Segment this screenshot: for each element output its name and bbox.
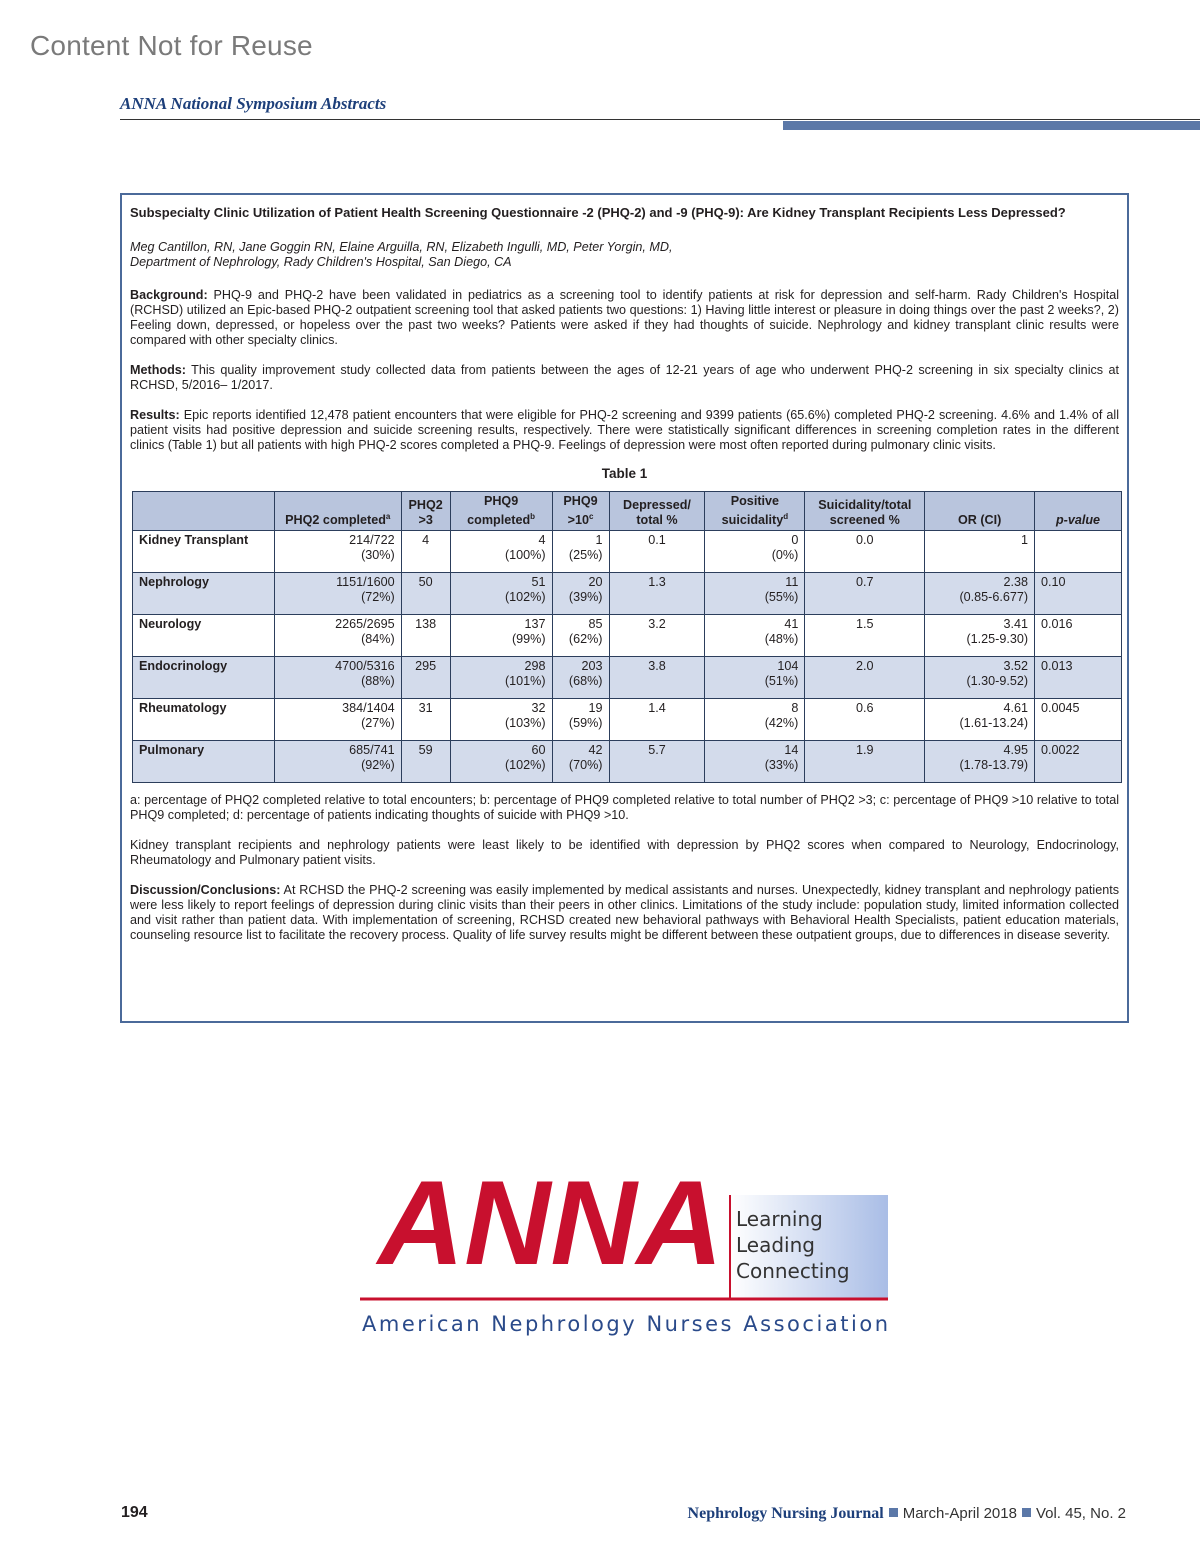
cell-value: 0.10 — [1041, 575, 1066, 590]
cell-value: 298 — [524, 659, 546, 674]
cell-value: (102%) — [504, 590, 546, 605]
cell-value: 1.4 — [648, 701, 666, 716]
cell-value: 1 — [595, 533, 603, 548]
cell-value: (102%) — [504, 758, 546, 773]
cell-value: (33%) — [764, 758, 799, 773]
cell-value: (1.61-13.24) — [959, 716, 1029, 731]
table-cell — [805, 615, 925, 657]
author-block — [130, 240, 1119, 270]
cell-value: 11 — [785, 575, 799, 590]
footnote-marker: a — [385, 512, 391, 521]
table-cell — [450, 699, 552, 741]
table-cell — [450, 657, 552, 699]
tagline-connecting: Connecting — [736, 1259, 850, 1283]
cell-value: (84%) — [361, 632, 395, 647]
table-cell — [705, 699, 805, 741]
table-cell — [401, 657, 450, 699]
row-label — [133, 699, 275, 741]
cell-value: (68%) — [568, 674, 603, 689]
column-header-text: PHQ2 >3 — [408, 498, 443, 528]
cell-value: 59 — [418, 743, 433, 758]
cell-value: 1.9 — [856, 743, 874, 758]
table-cell — [401, 615, 450, 657]
cell-value: 50 — [418, 575, 433, 590]
cell-value: Neurology — [139, 617, 202, 632]
cell-value: 0.1 — [648, 533, 666, 548]
cell-value: 31 — [418, 701, 433, 716]
anna-logo — [360, 1150, 900, 1340]
column-header-text: PHQ9 >10 — [563, 494, 598, 528]
cell-value: (101%) — [504, 674, 546, 689]
cell-value: 1151/1600 — [336, 575, 395, 590]
affiliation: Department of Nephrology, Rady Children's Hospital, San Diego, CA — [130, 255, 512, 269]
cell-value: 4 — [422, 533, 430, 548]
table-title: Table 1 — [601, 466, 648, 481]
cell-value: (88%) — [361, 674, 395, 689]
table-cell — [805, 699, 925, 741]
table-row — [133, 699, 1122, 741]
cell-value: 19 — [588, 701, 603, 716]
discussion-label: Discussion/Conclusions: — [130, 883, 281, 898]
cell-value: 85 — [588, 617, 603, 632]
cell-value: 2265/2695 — [335, 617, 395, 632]
cell-value: Endocrinology — [139, 659, 228, 674]
table-cell — [274, 657, 401, 699]
tagline-learning: Learning — [736, 1207, 823, 1231]
cell-value: 295 — [415, 659, 437, 674]
table-cell — [1035, 699, 1122, 741]
table-cell — [609, 699, 705, 741]
table-cell — [274, 741, 401, 783]
cell-value: 104 — [777, 659, 799, 674]
cell-value: (1.25-9.30) — [966, 632, 1029, 647]
footnote-marker: b — [530, 512, 536, 521]
cell-value: (27%) — [361, 716, 395, 731]
cell-value: 14 — [784, 743, 799, 758]
cell-value: (39%) — [568, 590, 603, 605]
anna-wordmark: ANNA — [375, 1156, 723, 1290]
cell-value: 51 — [531, 575, 546, 590]
cell-value: 214/722 — [349, 533, 395, 548]
cell-value: 3.2 — [648, 617, 666, 632]
table-cell — [925, 741, 1035, 783]
row-label — [133, 615, 275, 657]
background-text: PHQ-9 and PHQ-2 have been validated in pediatrics as a screening tool to identify patients at risk for depression and self-harm. Rady Children's Hospital (RCHSD) utilized an Epic-based PHQ-2 outpatient screening tool that asked patients two questions: 1) Having little interest or pleasure in doing things over the past 2 weeks?, 2) Feeling down, depressed, or hopeless over the past two weeks? Patients were asked if they had thoughts of suicide. Nephrology and kidney transplant clinic results were compared with other specialty clinics. — [130, 288, 1119, 347]
cell-value: 5.7 — [648, 743, 666, 758]
table-cell — [1035, 573, 1122, 615]
cell-value: (25%) — [568, 548, 603, 563]
table-cell — [925, 531, 1035, 573]
table-cell — [552, 615, 609, 657]
methods-paragraph — [130, 363, 1119, 393]
table-cell — [805, 657, 925, 699]
cell-value: Pulmonary — [139, 743, 205, 758]
cell-value: (55%) — [764, 590, 799, 605]
cell-value: 4.95 — [1003, 743, 1029, 758]
discussion-text: At RCHSD the PHQ-2 screening was easily implemented by medical assistants and nurses. Unexpectedly, kidney transplant and nephrology patients were less likely to report feelings of depression during clinic visits than their peers in other clinics. Limitations of the study include: population study, limited information collected and visit rather than patient data. With implementation of screening, RCHSD created new behavioral pathways with Behavioral Health Specialists, patient education materials, counseling resource list to facilitate the recovery process. Quality of life survey results might be different between these outpatient groups, due to differences in disease severity. — [130, 883, 1119, 943]
methods-text: This quality improvement study collected data from patients between the ages of 12-21 years of age who underwent PHQ-2 screening in six specialty clinics at RCHSD, 5/2016– 1/2017. — [130, 363, 1119, 392]
background-label: Background: — [130, 288, 208, 302]
column-header — [401, 492, 450, 531]
table-cell — [925, 615, 1035, 657]
table-cell — [1035, 741, 1122, 783]
journal-footer — [688, 1505, 1126, 1523]
row-label — [133, 741, 275, 783]
abstract-title: Subspecialty Clinic Utilization of Patient Health Screening Questionnaire -2 (PHQ-2) and -9 (PHQ-9): Are Kidney Transplant Recipients Less Depressed? — [130, 205, 1066, 220]
cell-value: 2.0 — [856, 659, 874, 674]
column-header-text: p-value — [1055, 513, 1101, 528]
org-name: American Nephrology Nurses Association — [362, 1312, 889, 1336]
journal-name: Nephrology Nursing Journal — [687, 1505, 884, 1522]
results-paragraph — [130, 408, 1119, 453]
table-cell — [705, 573, 805, 615]
table-cell — [705, 657, 805, 699]
table-cell — [609, 657, 705, 699]
table-row — [133, 531, 1122, 573]
cell-value: Kidney Transplant — [139, 533, 249, 548]
table-cell — [274, 531, 401, 573]
table-cell — [925, 657, 1035, 699]
table-cell — [805, 531, 925, 573]
cell-value: 1 — [1021, 533, 1029, 548]
cell-value: 2.38 — [1003, 575, 1029, 590]
table-footnotes: a: percentage of PHQ2 completed relative to total encounters; b: percentage of PHQ9 completed relative to total number of PHQ2 >3; c: percentage of PHQ9 >10 relative to total PHQ9 completed; d: percentage of patients indicating thoughts of suicide with PHQ9 >10. — [130, 793, 1119, 823]
cell-value: (103%) — [504, 716, 546, 731]
cell-value: (51%) — [764, 674, 799, 689]
table-cell — [705, 531, 805, 573]
cell-value: 4700/5316 — [335, 659, 395, 674]
table-cell — [805, 741, 925, 783]
row-label — [133, 531, 275, 573]
column-header-text: Positive suicidality — [721, 494, 784, 528]
table-cell — [274, 699, 401, 741]
cell-value: 8 — [791, 701, 799, 716]
tagline-leading: Leading — [736, 1233, 815, 1257]
table-cell — [1035, 657, 1122, 699]
column-header — [1035, 492, 1122, 531]
cell-value: 0.0 — [856, 533, 874, 548]
cell-value: 0.7 — [856, 575, 874, 590]
column-header — [450, 492, 552, 531]
column-header — [705, 492, 805, 531]
footnote-marker: c — [588, 512, 594, 521]
cell-value: 4.61 — [1003, 701, 1029, 716]
cell-value: 20 — [588, 575, 603, 590]
cell-value: 138 — [415, 617, 437, 632]
cell-value: (1.78-13.79) — [959, 758, 1029, 773]
watermark: Content Not for Reuse — [30, 30, 313, 61]
cell-value: 3.52 — [1003, 659, 1029, 674]
cell-value: (0.85-6.677) — [959, 590, 1029, 605]
cell-value: 0 — [791, 533, 799, 548]
cell-value: (70%) — [568, 758, 603, 773]
table-cell — [450, 573, 552, 615]
methods-label: Methods: — [130, 363, 186, 377]
cell-value: 3.41 — [1003, 617, 1029, 632]
table-cell — [925, 573, 1035, 615]
results-text: Epic reports identified 12,478 patient encounters that were eligible for PHQ-2 screening and 9399 patients (65.6%) completed PHQ-2 screening. 4.6% and 1.4% of all patient visits had positive depression and suicide screening results, respectively. There were statistically significant differences in screening completion rates in the different clinics (Table 1) but all patients with high PHQ-2 scores completed a PHQ-9. Feelings of depression were most often reported during pulmonary clinic visits. — [130, 408, 1119, 452]
table-cell — [401, 531, 450, 573]
cell-value: 0.6 — [856, 701, 874, 716]
cell-value: 42 — [588, 743, 603, 758]
table-header-row — [133, 492, 1122, 531]
table-row — [133, 741, 1122, 783]
cell-value: (92%) — [361, 758, 395, 773]
table-row — [133, 657, 1122, 699]
results-table — [132, 491, 1122, 783]
column-header-text: Suicidality/total screened % — [818, 498, 912, 528]
cell-value: 384/1404 — [342, 701, 395, 716]
column-header — [552, 492, 609, 531]
column-header-text: PHQ2 completed — [285, 513, 386, 528]
table-cell — [705, 741, 805, 783]
table-cell — [609, 741, 705, 783]
table-cell — [401, 699, 450, 741]
cell-value: 685/741 — [349, 743, 395, 758]
cell-value: (0%) — [771, 548, 799, 563]
table-cell — [274, 573, 401, 615]
page-number: 194 — [121, 1504, 148, 1521]
column-header-text: Depressed/ total % — [623, 498, 691, 528]
row-label — [133, 657, 275, 699]
cell-value: 137 — [524, 617, 546, 632]
cell-value: 1.3 — [648, 575, 666, 590]
cell-value: (48%) — [764, 632, 799, 647]
table-cell — [705, 615, 805, 657]
cell-value: 4 — [538, 533, 546, 548]
table-cell — [552, 531, 609, 573]
table-cell — [450, 615, 552, 657]
table-cell — [609, 531, 705, 573]
cell-value: 41 — [784, 617, 799, 632]
cell-value: 32 — [531, 701, 546, 716]
cell-value: (30%) — [361, 548, 395, 563]
cell-value: (59%) — [568, 716, 603, 731]
table-cell — [1035, 531, 1122, 573]
summary-paragraph: Kidney transplant recipients and nephrology patients were least likely to be identified with depression by PHQ2 scores when compared to Neurology, Endocrinology, Rheumatology and Pulmonary patient visits. — [130, 838, 1119, 868]
row-label — [133, 573, 275, 615]
table-cell — [401, 741, 450, 783]
issue-date: March-April 2018 — [902, 1505, 1017, 1522]
cell-value: 0.016 — [1041, 617, 1073, 632]
running-head: ANNA National Symposium Abstracts — [120, 94, 387, 113]
footnote-marker: d — [783, 512, 789, 521]
cell-value: (100%) — [504, 548, 546, 563]
table-row — [133, 573, 1122, 615]
abstract-box — [120, 193, 1129, 1023]
cell-value: (62%) — [568, 632, 603, 647]
table-cell — [552, 741, 609, 783]
column-header-text: OR (CI) — [957, 513, 1002, 528]
column-header — [274, 492, 401, 531]
table-cell — [552, 657, 609, 699]
volume-issue: Vol. 45, No. 2 — [1035, 1505, 1126, 1522]
cell-value: 0.013 — [1041, 659, 1073, 674]
cell-value: (42%) — [764, 716, 799, 731]
separator-square-icon — [889, 1508, 898, 1517]
table-cell — [609, 573, 705, 615]
cell-value: 3.8 — [648, 659, 666, 674]
cell-value: Nephrology — [139, 575, 209, 590]
column-header — [805, 492, 925, 531]
cell-value: 203 — [581, 659, 603, 674]
cell-value: 0.0022 — [1041, 743, 1080, 758]
table-cell — [552, 573, 609, 615]
table-cell — [1035, 615, 1122, 657]
cell-value: 1.5 — [856, 617, 874, 632]
authors: Meg Cantillon, RN, Jane Goggin RN, Elaine Arguilla, RN, Elizabeth Ingulli, MD, Peter Yorgin, MD, — [130, 240, 673, 254]
table-cell — [450, 741, 552, 783]
table-cell — [450, 531, 552, 573]
column-header — [609, 492, 705, 531]
header-rule — [120, 119, 1200, 120]
cell-value: Rheumatology — [139, 701, 227, 716]
table-cell — [805, 573, 925, 615]
table-cell — [552, 699, 609, 741]
results-label: Results: — [130, 408, 180, 422]
header-accent-bar — [783, 121, 1200, 130]
column-header-text: PHQ9 completed — [467, 494, 531, 528]
table-cell — [925, 699, 1035, 741]
column-header — [133, 492, 275, 531]
table-cell — [274, 615, 401, 657]
cell-value: (72%) — [361, 590, 395, 605]
cell-value: 60 — [531, 743, 546, 758]
cell-value: (99%) — [511, 632, 546, 647]
column-header — [925, 492, 1035, 531]
discussion-paragraph — [130, 883, 1119, 943]
table-cell — [609, 615, 705, 657]
table-row — [133, 615, 1122, 657]
table-cell — [401, 573, 450, 615]
separator-square-icon — [1022, 1508, 1031, 1517]
cell-value: (1.30-9.52) — [966, 674, 1029, 689]
background-paragraph — [130, 288, 1119, 348]
cell-value: 0.0045 — [1041, 701, 1080, 716]
